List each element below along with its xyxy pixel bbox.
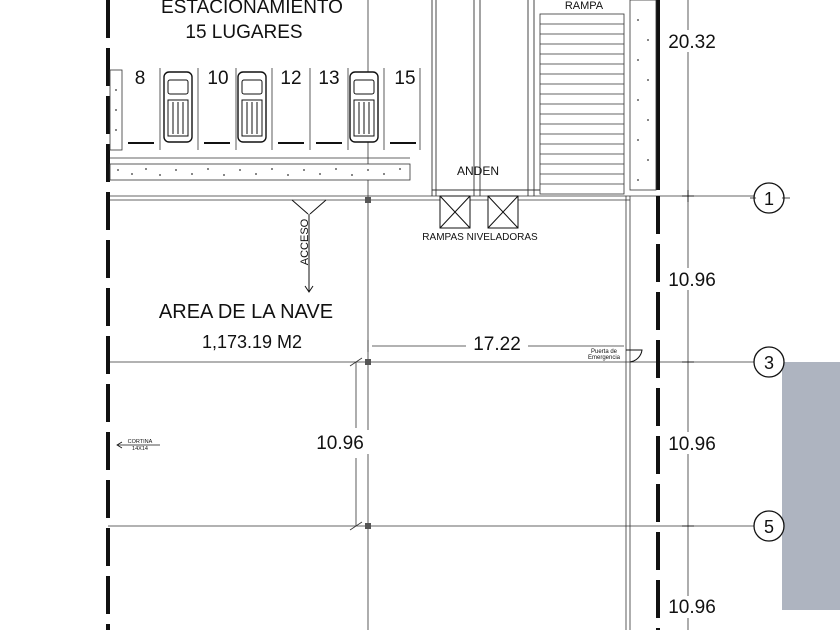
- dimension-label: 10.96: [668, 597, 716, 618]
- space-number: 10: [207, 68, 229, 89]
- space-number: 13: [318, 68, 340, 89]
- leveling-ramp-icon: [440, 196, 518, 228]
- curtain-label: 14X14: [132, 446, 148, 452]
- grid-axis-label: 1: [763, 189, 775, 209]
- car-icon: [238, 72, 266, 142]
- grid-axis-label: 3: [763, 353, 775, 373]
- grid-axis-label: 5: [763, 517, 775, 537]
- ramp-label: RAMPA: [564, 0, 604, 12]
- access-label: ACCESO: [299, 218, 311, 266]
- parking-title: ESTACIONAMIENTO: [161, 0, 343, 18]
- space-number: 12: [280, 68, 302, 89]
- dock-label: ANDEN: [456, 164, 500, 178]
- car-icon: [350, 72, 378, 142]
- emergency-door-label: Puerta de: [590, 349, 618, 355]
- dimension-label: 10.96: [316, 433, 364, 454]
- dimension-label: 10.96: [668, 270, 716, 291]
- car-icon: [164, 72, 192, 142]
- parking-subtitle: 15 LUGARES: [185, 22, 303, 43]
- curtain-label: CORTINA: [127, 439, 153, 445]
- space-number: 8: [134, 68, 146, 89]
- emergency-door-icon: [626, 350, 642, 362]
- side-panel: [782, 362, 840, 610]
- ramp-stairs: [540, 14, 624, 194]
- dimension-label: 10.96: [668, 434, 716, 455]
- area-value: 1,173.19 M2: [201, 332, 303, 352]
- area-title: AREA DE LA NAVE: [158, 301, 334, 323]
- interior-dimension-lines: [350, 340, 624, 530]
- dimension-label: 17.22: [473, 334, 521, 355]
- space-number: 15: [394, 68, 416, 89]
- dimension-label: 20.32: [668, 32, 716, 53]
- emergency-door-label: Emergencia: [587, 355, 621, 361]
- leveling-ramps-label: RAMPAS NIVELADORAS: [422, 232, 538, 243]
